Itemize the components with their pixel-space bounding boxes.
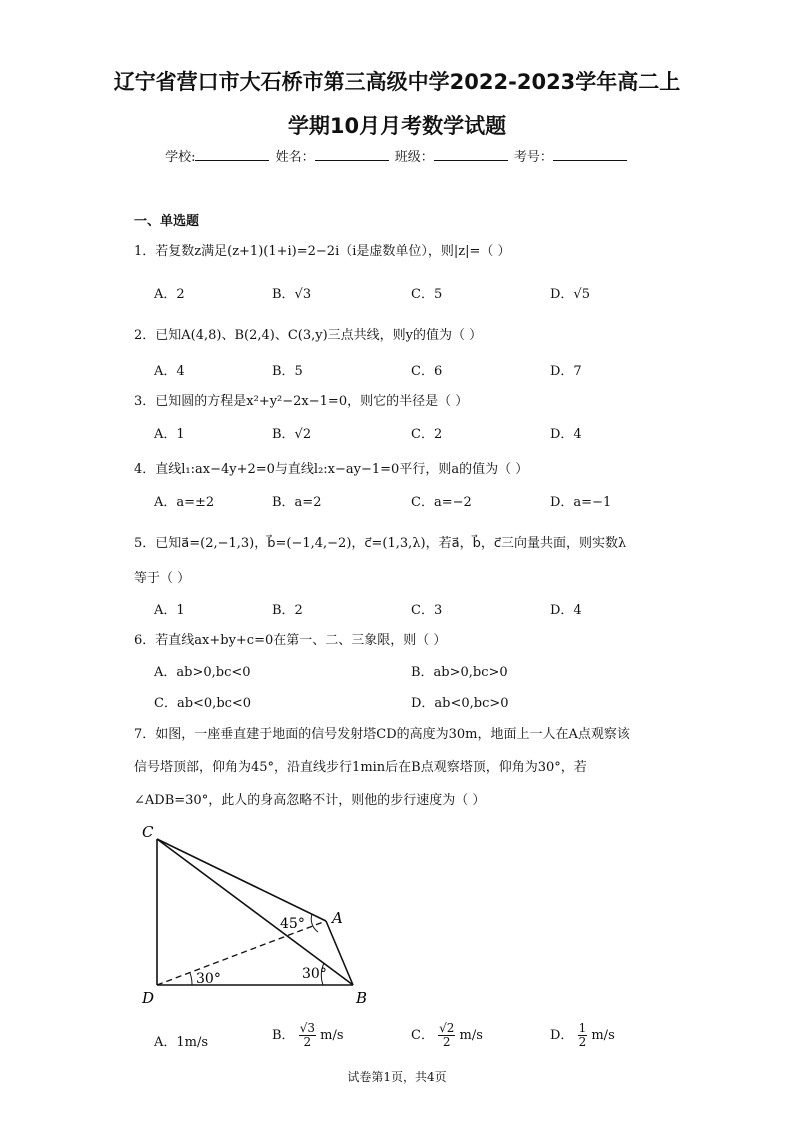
question-2-option-d: D．7 [550,364,582,379]
name-blank [315,148,389,161]
question-5-option-c: C．3 [411,603,443,618]
angle-label-a: 45° [280,916,305,932]
frac-1-over-2: $\frac{1}{2}$ [578,1021,587,1049]
exam-title-line1: 辽宁省营口市大石桥市第三高级中学2022-2023学年高二上 [113,70,681,94]
question-1-stem: 1．若复数z满足(z+1)(1+i)=2−2i（i是虚数单位），则|z|=（ ） [134,244,511,259]
question-6-option-d: D．ab<0,bc>0 [411,696,509,711]
question-6-option-a: A．ab>0,bc<0 [154,665,251,680]
question-5-stem-line2: 等于（ ） [134,571,191,586]
question-1-option-b: B．√3 [272,287,312,302]
point-label-b: B [356,989,368,1007]
question-7-option-c: C． $\frac{√2}{2}$ m/s [411,1021,483,1049]
segment-ca [157,839,326,921]
angle-arc-d [190,973,192,985]
exam-title-line2: 学期10月月考数学试题 [287,114,507,138]
page-footer: 试卷第1页，共4页 [347,1070,447,1084]
question-3-option-b: B．√2 [272,427,312,442]
question-2-stem: 2．已知A(4,8)、B(2,4)、C(3,y)三点共线，则y的值为（ ） [134,328,483,343]
question-5-option-d: D．4 [550,603,582,618]
question-5-stem: 5．已知a⃗=(2,−1,3)，b⃗=(−1,4,−2)，c⃗=(1,3,λ)，若a⃗，b⃗，c⃗三向量共面，则实数λ [134,536,627,551]
question-3-option-a: A．1 [154,427,185,442]
question-6-option-b: B．ab>0,bc>0 [411,665,508,680]
question-1-option-a: A．2 [154,287,185,302]
question-6-option-c: C．ab<0,bc<0 [154,696,252,711]
question-7-stem-line2: 信号塔顶部，仰角为45°，沿直线步行1min后在B点观察塔顶，仰角为30°，若 [134,760,587,775]
question-4-option-c: C．a=−2 [411,495,472,510]
question-2-option-c: C．6 [411,364,443,379]
question-3-option-d: D．4 [550,427,582,442]
student-info-row [0,146,794,165]
question-7-option-b: B． $\frac{√3}{2}$ m/s [272,1021,344,1049]
point-label-c: C [142,823,154,841]
section-title: 一、单选题 [134,214,200,229]
question-6-stem: 6．若直线ax+by+c=0在第一、二、三象限，则（ ） [134,633,447,648]
question-1-option-c: C．5 [411,287,443,302]
question-3-option-c: C．2 [411,427,443,442]
question-2-option-b: B．5 [272,364,303,379]
school-label: 学校: [165,150,196,165]
point-label-d: D [142,989,155,1007]
question-2-option-a: A．4 [154,364,185,379]
exam-number-label: 考号： [513,150,553,165]
question-4-option-a: A．a=±2 [154,495,215,510]
question-5-option-a: A．1 [154,603,185,618]
name-label: 姓名： [275,150,315,165]
class-blank [434,148,508,161]
question-3-stem: 3．已知圆的方程是x²+y²−2x−1=0，则它的半径是（ ） [134,394,469,409]
angle-label-d: 30° [196,971,221,987]
frac-sqrt2-over-2: $\frac{√2}{2}$ [439,1021,455,1049]
frac-sqrt3-over-2: $\frac{√3}{2}$ [299,1021,315,1049]
point-label-a: A [332,909,343,927]
question-5-option-b: B．2 [272,603,303,618]
question-1-option-d: D．√5 [550,287,590,302]
question-4-option-d: D．a=−1 [550,495,612,510]
class-label: 班级： [394,150,434,165]
question-4-option-b: B．a=2 [272,495,322,510]
question-7-stem: 7．如图，一座垂直建于地面的信号发射塔CD的高度为30m，地面上一人在A点观察该 [134,727,630,742]
question-7-stem-line3: ∠ADB=30°，此人的身高忽略不计，则他的步行速度为（ ） [134,793,486,808]
tower-figure [130,815,390,1010]
school-blank [195,148,269,161]
question-4-stem: 4．直线l₁:ax−4y+2=0与直线l₂:x−ay−1=0平行，则a的值为（ ） [134,462,529,477]
question-7-option-d: D． $\frac{1}{2}$ m/s [550,1021,615,1049]
question-7-option-a: A．1m/s [154,1035,209,1050]
angle-label-b: 30° [302,966,327,982]
exam-number-blank [553,148,627,161]
